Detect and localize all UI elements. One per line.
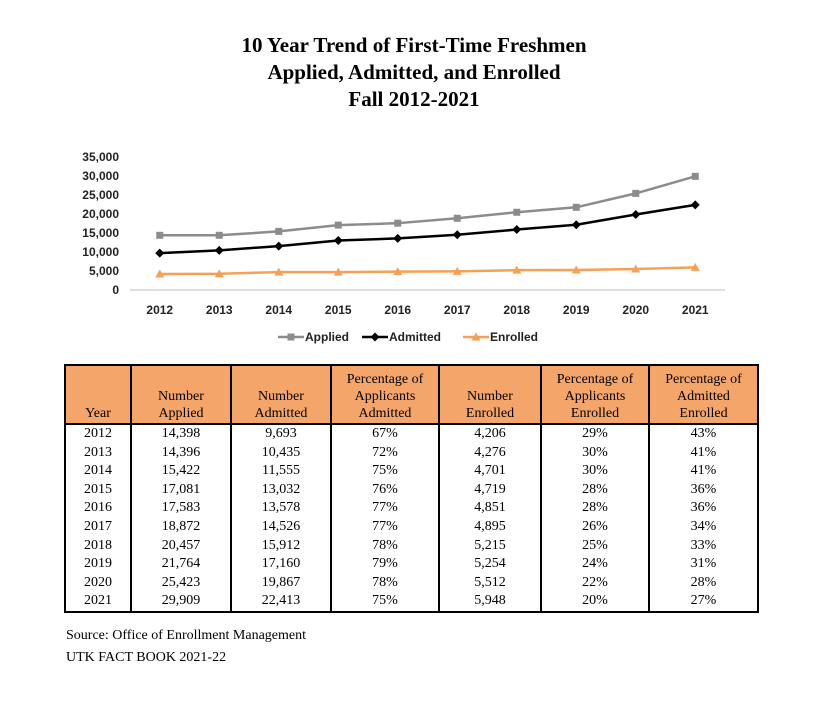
table-row [65, 499, 758, 518]
y-tick-label: 30,000 [82, 169, 119, 183]
table-row [65, 555, 758, 574]
table-cell: 2021 [65, 592, 131, 612]
fact-book-label: UTK FACT BOOK 2021-22 [66, 650, 227, 665]
applied-point [692, 173, 699, 180]
table-row [65, 574, 758, 593]
admitted-legend-label: Admitted [389, 330, 441, 344]
table-cell: 22,413 [231, 592, 331, 612]
enrollment-table [64, 364, 759, 613]
table-cell: 43% [649, 424, 758, 444]
column-header-line: Percentage of [665, 372, 742, 387]
enrolled-series-line [160, 267, 696, 274]
column-header-line: Year [85, 406, 111, 421]
column-header [439, 365, 541, 424]
x-tick-label: 2014 [265, 303, 293, 317]
title-line-1: 10 Year Trend of First-Time Freshmen [241, 33, 587, 57]
table-cell: 75% [331, 462, 439, 481]
column-header [541, 365, 649, 424]
table-cell: 27% [649, 592, 758, 612]
column-header [65, 365, 131, 424]
applied-series-line [160, 176, 696, 235]
x-tick-label: 2012 [146, 303, 174, 317]
column-header-line: Enrolled [570, 406, 620, 421]
table-cell: 41% [649, 462, 758, 481]
admitted-point [155, 249, 164, 258]
table-cell: 28% [541, 499, 649, 518]
applied-point [275, 228, 282, 235]
table-cell: 17,160 [231, 555, 331, 574]
table-cell: 2015 [65, 481, 131, 500]
applied-point [513, 209, 520, 216]
table-cell: 5,512 [439, 574, 541, 593]
table-cell: 4,276 [439, 444, 541, 463]
table-cell: 77% [331, 518, 439, 537]
table-cell: 17,081 [131, 481, 231, 500]
admitted-series-line [160, 205, 696, 253]
column-header-line: Number [467, 389, 513, 404]
table-cell: 2019 [65, 555, 131, 574]
column-header-line: Admitted [254, 406, 308, 421]
table-cell: 20,457 [131, 537, 231, 556]
table-cell: 5,948 [439, 592, 541, 612]
table-cell: 31% [649, 555, 758, 574]
table-cell: 4,719 [439, 481, 541, 500]
table-cell: 79% [331, 555, 439, 574]
table-cell: 20% [541, 592, 649, 612]
table-cell: 13,578 [231, 499, 331, 518]
enrolled-legend-label: Enrolled [490, 330, 539, 344]
title-line-2: Applied, Admitted, and Enrolled [267, 60, 561, 84]
admitted-point [334, 236, 343, 245]
column-header-line: Admitted [677, 389, 730, 404]
x-tick-label: 2017 [443, 303, 471, 317]
table-cell: 77% [331, 499, 439, 518]
table-cell: 2018 [65, 537, 131, 556]
y-tick-label: 5,000 [88, 264, 119, 278]
table-cell: 4,851 [439, 499, 541, 518]
applied-point [216, 232, 223, 239]
x-tick-label: 2016 [384, 303, 412, 317]
table-cell: 26% [541, 518, 649, 537]
table-cell: 30% [541, 444, 649, 463]
admitted-point [215, 246, 224, 255]
applied-point [394, 220, 401, 227]
column-header-line: Number [158, 389, 204, 404]
applied-point [632, 190, 639, 197]
table-cell: 29,909 [131, 592, 231, 612]
x-tick-label: 2015 [324, 303, 352, 317]
admitted-point [572, 220, 581, 229]
table-cell: 18,872 [131, 518, 231, 537]
table-cell: 5,254 [439, 555, 541, 574]
y-tick-label: 35,000 [82, 150, 119, 164]
table-cell: 41% [649, 444, 758, 463]
y-tick-label: 20,000 [82, 207, 119, 221]
table-cell: 4,895 [439, 518, 541, 537]
table-cell: 19,867 [231, 574, 331, 593]
column-header-line: Admitted [358, 406, 412, 421]
table-cell: 67% [331, 424, 439, 444]
table-row [65, 481, 758, 500]
admitted-point [274, 242, 283, 251]
table-cell: 28% [649, 574, 758, 593]
applied-point [454, 215, 461, 222]
table-cell: 33% [649, 537, 758, 556]
column-header [649, 365, 758, 424]
applied-point [573, 204, 580, 211]
table-cell: 9,693 [231, 424, 331, 444]
column-header [131, 365, 231, 424]
column-header-line: Applicants [564, 389, 626, 404]
y-tick-label: 10,000 [82, 245, 119, 259]
table-cell: 30% [541, 462, 649, 481]
table-cell: 25,423 [131, 574, 231, 593]
x-tick-label: 2018 [503, 303, 531, 317]
admitted-legend-marker [371, 333, 380, 342]
x-tick-label: 2013 [205, 303, 233, 317]
table-cell: 21,764 [131, 555, 231, 574]
column-header-line: Percentage of [346, 372, 424, 387]
table-cell: 14,396 [131, 444, 231, 463]
y-tick-label: 0 [112, 283, 119, 297]
admitted-point [631, 210, 640, 219]
table-cell: 22% [541, 574, 649, 593]
x-tick-label: 2021 [681, 303, 709, 317]
table-cell: 36% [649, 499, 758, 518]
admitted-point [691, 200, 700, 209]
applied-point [156, 232, 163, 239]
table-cell: 13,032 [231, 481, 331, 500]
column-header-line: Number [258, 389, 304, 404]
table-cell: 78% [331, 537, 439, 556]
table-row [65, 444, 758, 463]
admitted-point [512, 225, 521, 234]
column-header-line: Applicants [354, 389, 416, 404]
table-row [65, 424, 758, 444]
table-cell: 4,701 [439, 462, 541, 481]
table-cell: 15,422 [131, 462, 231, 481]
table-cell: 2012 [65, 424, 131, 444]
table-cell: 14,526 [231, 518, 331, 537]
table-cell: 76% [331, 481, 439, 500]
table-row [65, 518, 758, 537]
x-tick-label: 2019 [562, 303, 590, 317]
table-cell: 2016 [65, 499, 131, 518]
table-header-row [65, 365, 758, 424]
table-body [65, 424, 758, 612]
admitted-point [393, 234, 402, 243]
title-line-3: Fall 2012-2021 [348, 87, 480, 111]
source-note: Source: Office of Enrollment Management [66, 628, 306, 643]
column-header-line: Applied [158, 406, 204, 421]
table-cell: 5,215 [439, 537, 541, 556]
table-cell: 75% [331, 592, 439, 612]
table-row [65, 462, 758, 481]
table-cell: 36% [649, 481, 758, 500]
table-cell: 14,398 [131, 424, 231, 444]
column-header [231, 365, 331, 424]
column-header-line: Percentage of [556, 372, 634, 387]
table-cell: 78% [331, 574, 439, 593]
table-cell: 11,555 [231, 462, 331, 481]
column-header [331, 365, 439, 424]
column-header-line: Enrolled [465, 406, 515, 421]
table-cell: 29% [541, 424, 649, 444]
table-row [65, 592, 758, 612]
applied-legend-label: Applied [305, 330, 349, 344]
table-cell: 72% [331, 444, 439, 463]
table-cell: 2017 [65, 518, 131, 537]
table-cell: 24% [541, 555, 649, 574]
admitted-point [453, 230, 462, 239]
applied-point [335, 222, 342, 229]
table-cell: 4,206 [439, 424, 541, 444]
table-cell: 34% [649, 518, 758, 537]
table-cell: 2013 [65, 444, 131, 463]
table-cell: 10,435 [231, 444, 331, 463]
table-cell: 15,912 [231, 537, 331, 556]
table-cell: 28% [541, 481, 649, 500]
line-chart [0, 0, 828, 360]
table-cell: 25% [541, 537, 649, 556]
table-cell: 17,583 [131, 499, 231, 518]
table-row [65, 537, 758, 556]
column-header-line: Enrolled [679, 406, 728, 421]
applied-legend-marker [288, 334, 295, 341]
y-tick-label: 25,000 [82, 188, 119, 202]
y-tick-label: 15,000 [82, 226, 119, 240]
table-cell: 2020 [65, 574, 131, 593]
table-cell: 2014 [65, 462, 131, 481]
x-tick-label: 2020 [622, 303, 650, 317]
